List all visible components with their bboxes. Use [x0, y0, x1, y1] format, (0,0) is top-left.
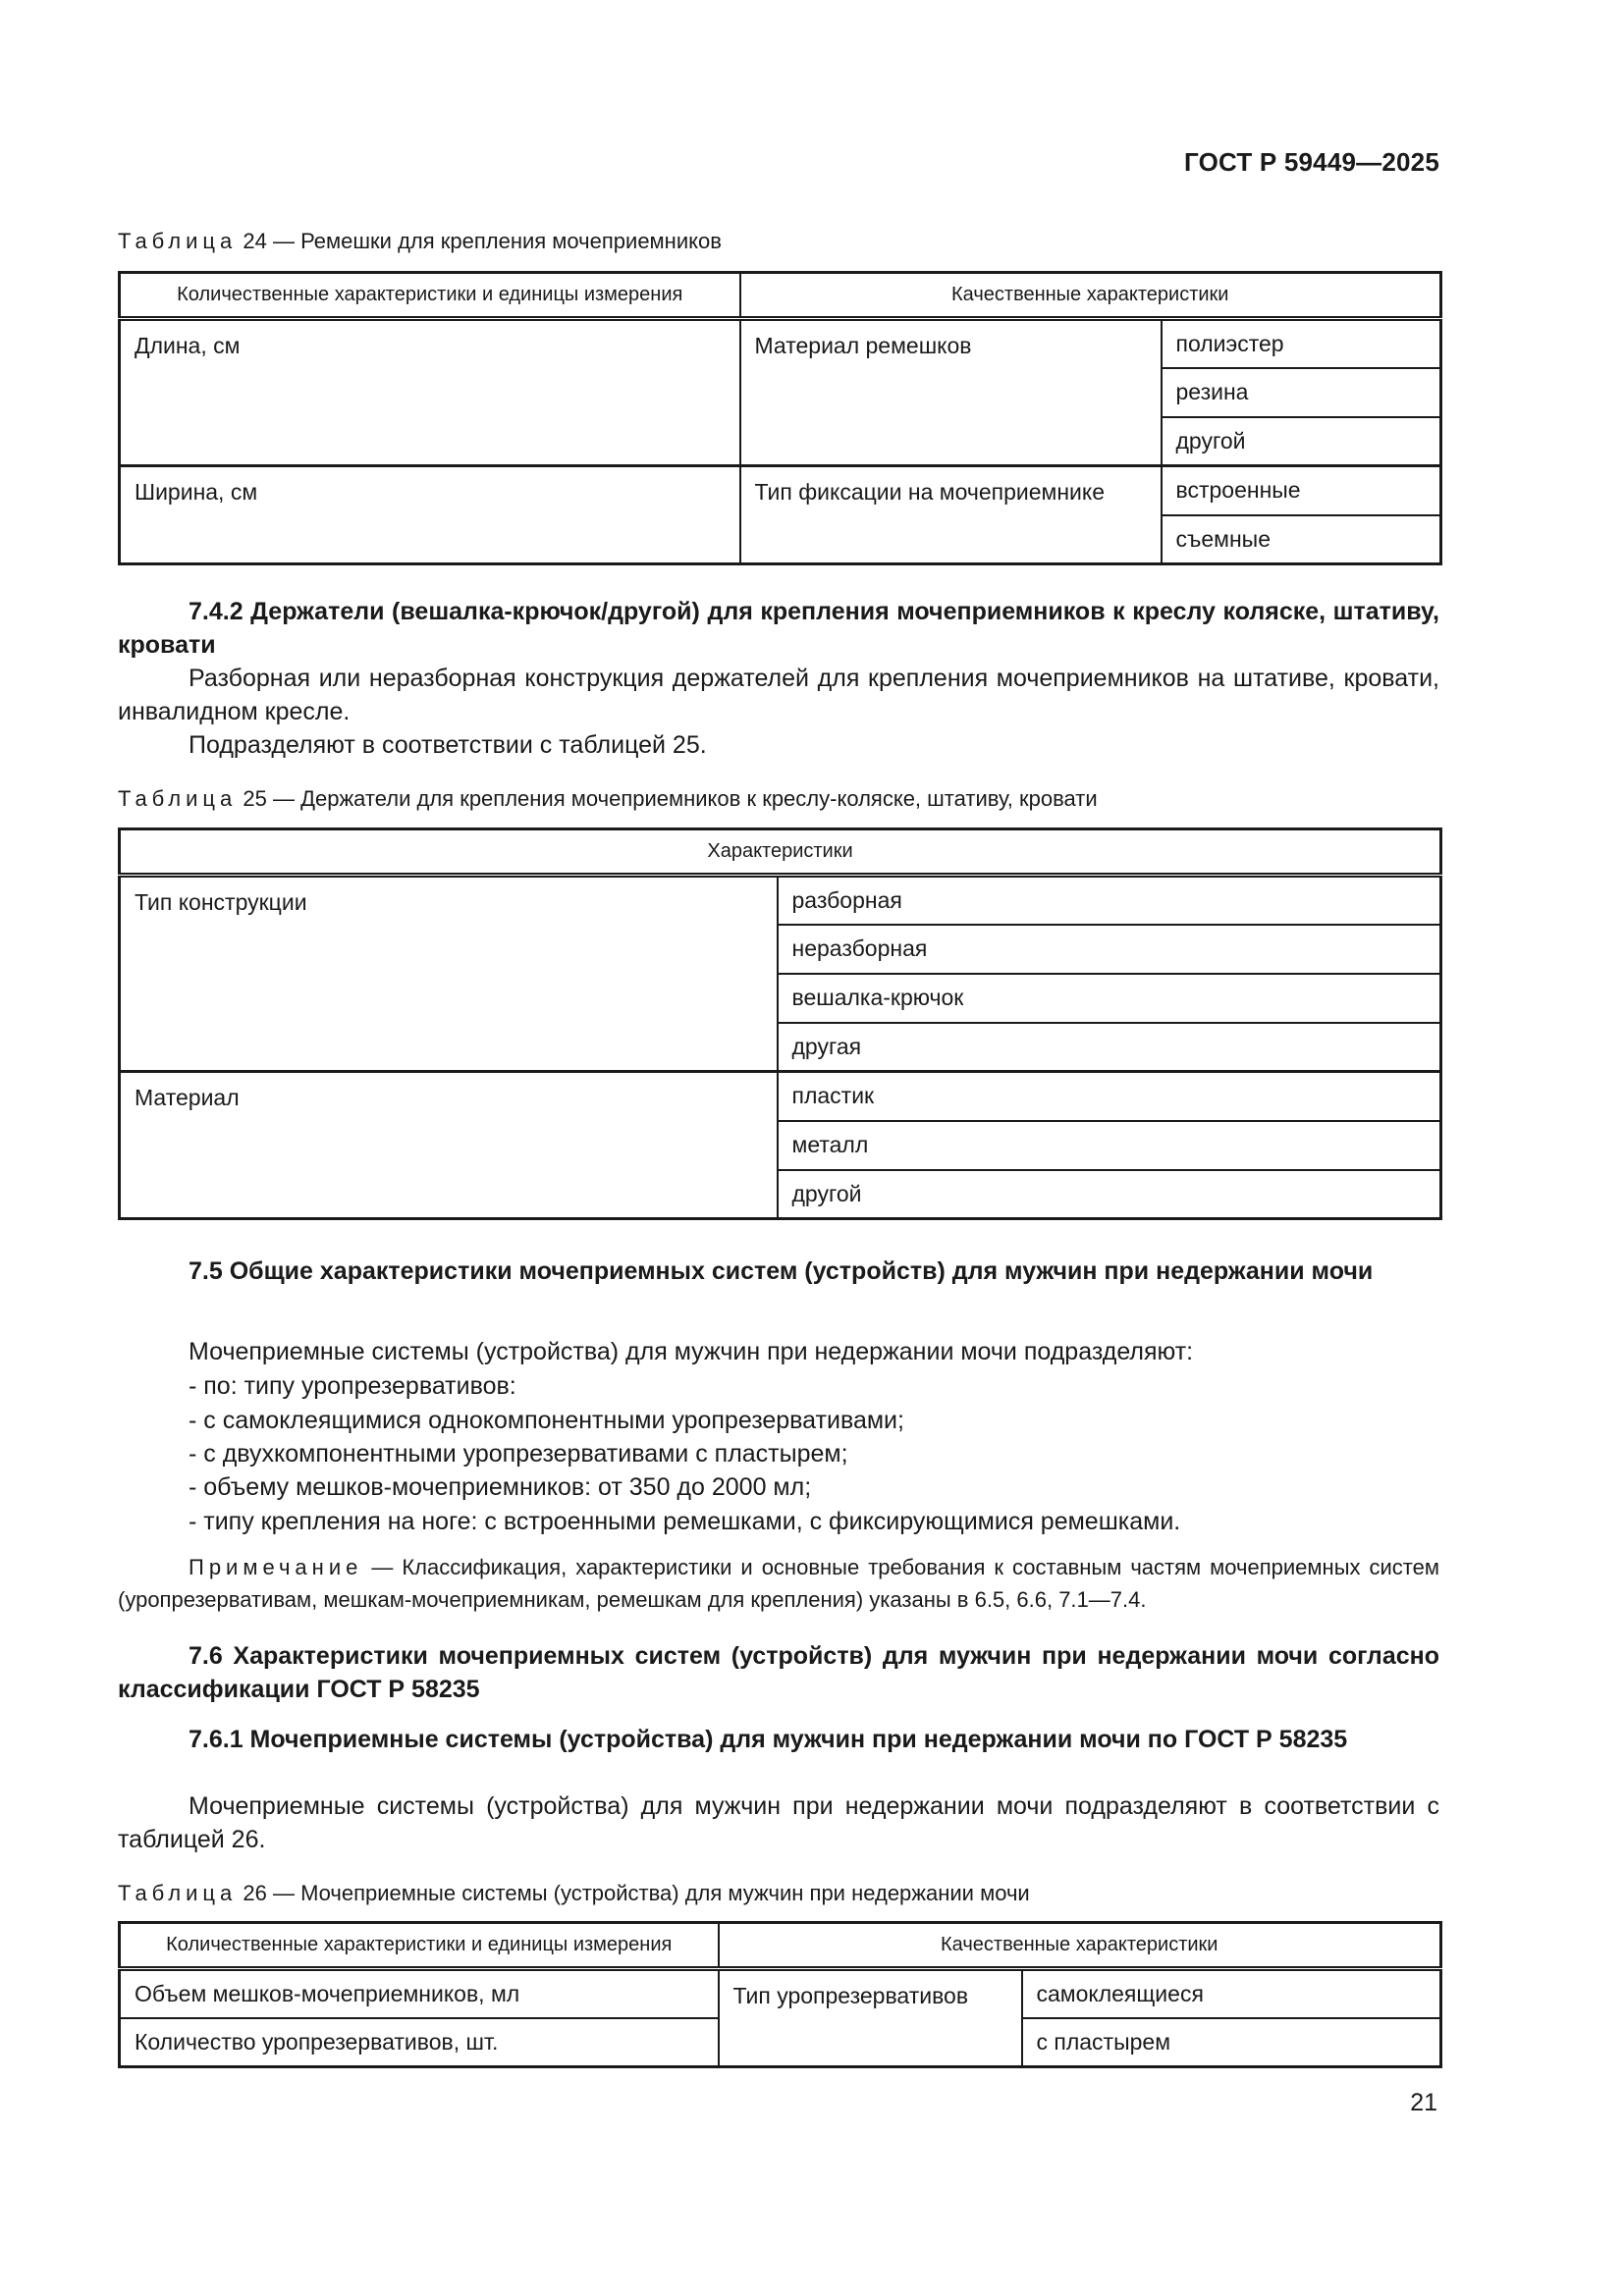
section-7-6-heading: 7.6 Характеристики мочеприемных систем (устройств) для мужчин при недержании мочи согласно классификации ГОСТ Р 58235 [118, 1642, 1439, 1703]
table-cell-label: Тип конструкции [120, 876, 778, 1072]
table-cell-qual-label: Тип фиксации на мочеприемнике [740, 466, 1162, 564]
note-label: Примечание [189, 1555, 363, 1579]
table-cell-value: полиэстер [1162, 319, 1441, 368]
section-7-4-2-paragraph: Подразделяют в соответствии с таблицей 25. [189, 731, 707, 759]
caption-word: Таблица [118, 229, 238, 253]
section-7-6-1-paragraph: Мочеприемные системы (устройства) для мужчин при недержании мочи подразделяют в соответствии с таблицей 26. [118, 1792, 1439, 1853]
table-header-characteristics: Характеристики [120, 829, 1441, 876]
section-7-4-2-paragraph: Разборная или неразборная конструкция держателей для крепления мочеприемников на штативе, кровати, инвалидном кресле. [118, 665, 1439, 725]
table-header-quantitative: Количественные характеристики и единицы измерения [120, 273, 740, 319]
table-cell-qual-label: Материал ремешков [740, 319, 1162, 466]
section-7-5-heading: 7.5 Общие характеристики мочеприемных систем (устройств) для мужчин при недержании мочи [189, 1257, 1374, 1285]
table-cell-value: другая [778, 1023, 1441, 1072]
table-cell-quant: Количество уропрезервативов, шт. [120, 2018, 719, 2067]
table-cell-value: с пластырем [1022, 2018, 1441, 2067]
table-cell-label: Материал [120, 1072, 778, 1219]
page-number: 21 [1410, 2089, 1437, 2116]
table-cell-value: вешалка-крючок [778, 974, 1441, 1023]
list-item: - объему мешков-мочеприемников: от 350 до 2000 мл; [189, 1473, 812, 1501]
caption-text: 25 — Держатели для крепления мочеприемников к креслу-коляске, штативу, кровати [243, 786, 1098, 811]
table-cell-value: разборная [778, 876, 1441, 925]
note [118, 1551, 1439, 1616]
table-cell-quant: Ширина, см [120, 466, 740, 564]
table-cell-value: самоклеящиеся [1022, 1969, 1441, 2018]
caption-text: 26 — Мочеприемные системы (устройства) для мужчин при недержании мочи [243, 1881, 1030, 1905]
table-cell-quant: Объем мешков-мочеприемников, мл [120, 1969, 719, 2018]
table-26-caption [118, 1881, 1030, 1906]
table-26 [118, 1921, 1442, 2068]
table-25 [118, 828, 1442, 1220]
table-cell-value: другой [1162, 417, 1441, 466]
table-cell-value: резина [1162, 368, 1441, 417]
table-cell-value: другой [778, 1170, 1441, 1219]
table-25-caption [118, 786, 1098, 812]
document-code: ГОСТ Р 59449—2025 [1184, 147, 1439, 177]
table-cell-value: неразборная [778, 925, 1441, 974]
list-item: - с самоклеящимися однокомпонентными уропрезервативами; [189, 1407, 904, 1434]
section-7-5-intro: Мочеприемные системы (устройства) для мужчин при недержании мочи подразделяют: [189, 1338, 1194, 1365]
table-header-qualitative: Качественные характеристики [740, 273, 1441, 319]
note-text: — Классификация, характеристики и основные требования к составным частям мочеприемных систем (уропрезервативам, мешкам-мочеприемникам, ремешкам для крепления) указаны в 6.5, 6.6, 7.1—7.4. [118, 1555, 1439, 1612]
table-cell-value: металл [778, 1121, 1441, 1170]
table-cell-value: пластик [778, 1072, 1441, 1121]
caption-word: Таблица [118, 1881, 238, 1905]
table-24 [118, 271, 1442, 565]
table-cell-qual-label: Тип уропрезервативов [719, 1969, 1022, 2067]
list-item: - по: типу уропрезервативов: [189, 1372, 516, 1400]
table-header-qualitative: Качественные характеристики [719, 1923, 1441, 1969]
table-24-caption [118, 229, 722, 254]
list-item: - типу крепления на ноге: с встроенными ремешками, с фиксирующимися ремешками. [189, 1508, 1181, 1535]
section-7-6-1-heading: 7.6.1 Мочеприемные системы (устройства) для мужчин при недержании мочи по ГОСТ Р 58235 [189, 1726, 1348, 1753]
table-header-quantitative: Количественные характеристики и единицы измерения [120, 1923, 719, 1969]
table-cell-value: встроенные [1162, 466, 1441, 515]
list-item: - с двухкомпонентными уропрезервативами с пластырем; [189, 1440, 848, 1468]
table-cell-quant: Длина, см [120, 319, 740, 466]
caption-word: Таблица [118, 786, 238, 811]
table-cell-value: съемные [1162, 515, 1441, 564]
section-7-4-2-heading: 7.4.2 Держатели (вешалка-крючок/другой) для крепления мочеприемников к креслу коляске, штативу, кровати [118, 598, 1439, 659]
caption-text: 24 — Ремешки для крепления мочеприемников [243, 229, 722, 253]
